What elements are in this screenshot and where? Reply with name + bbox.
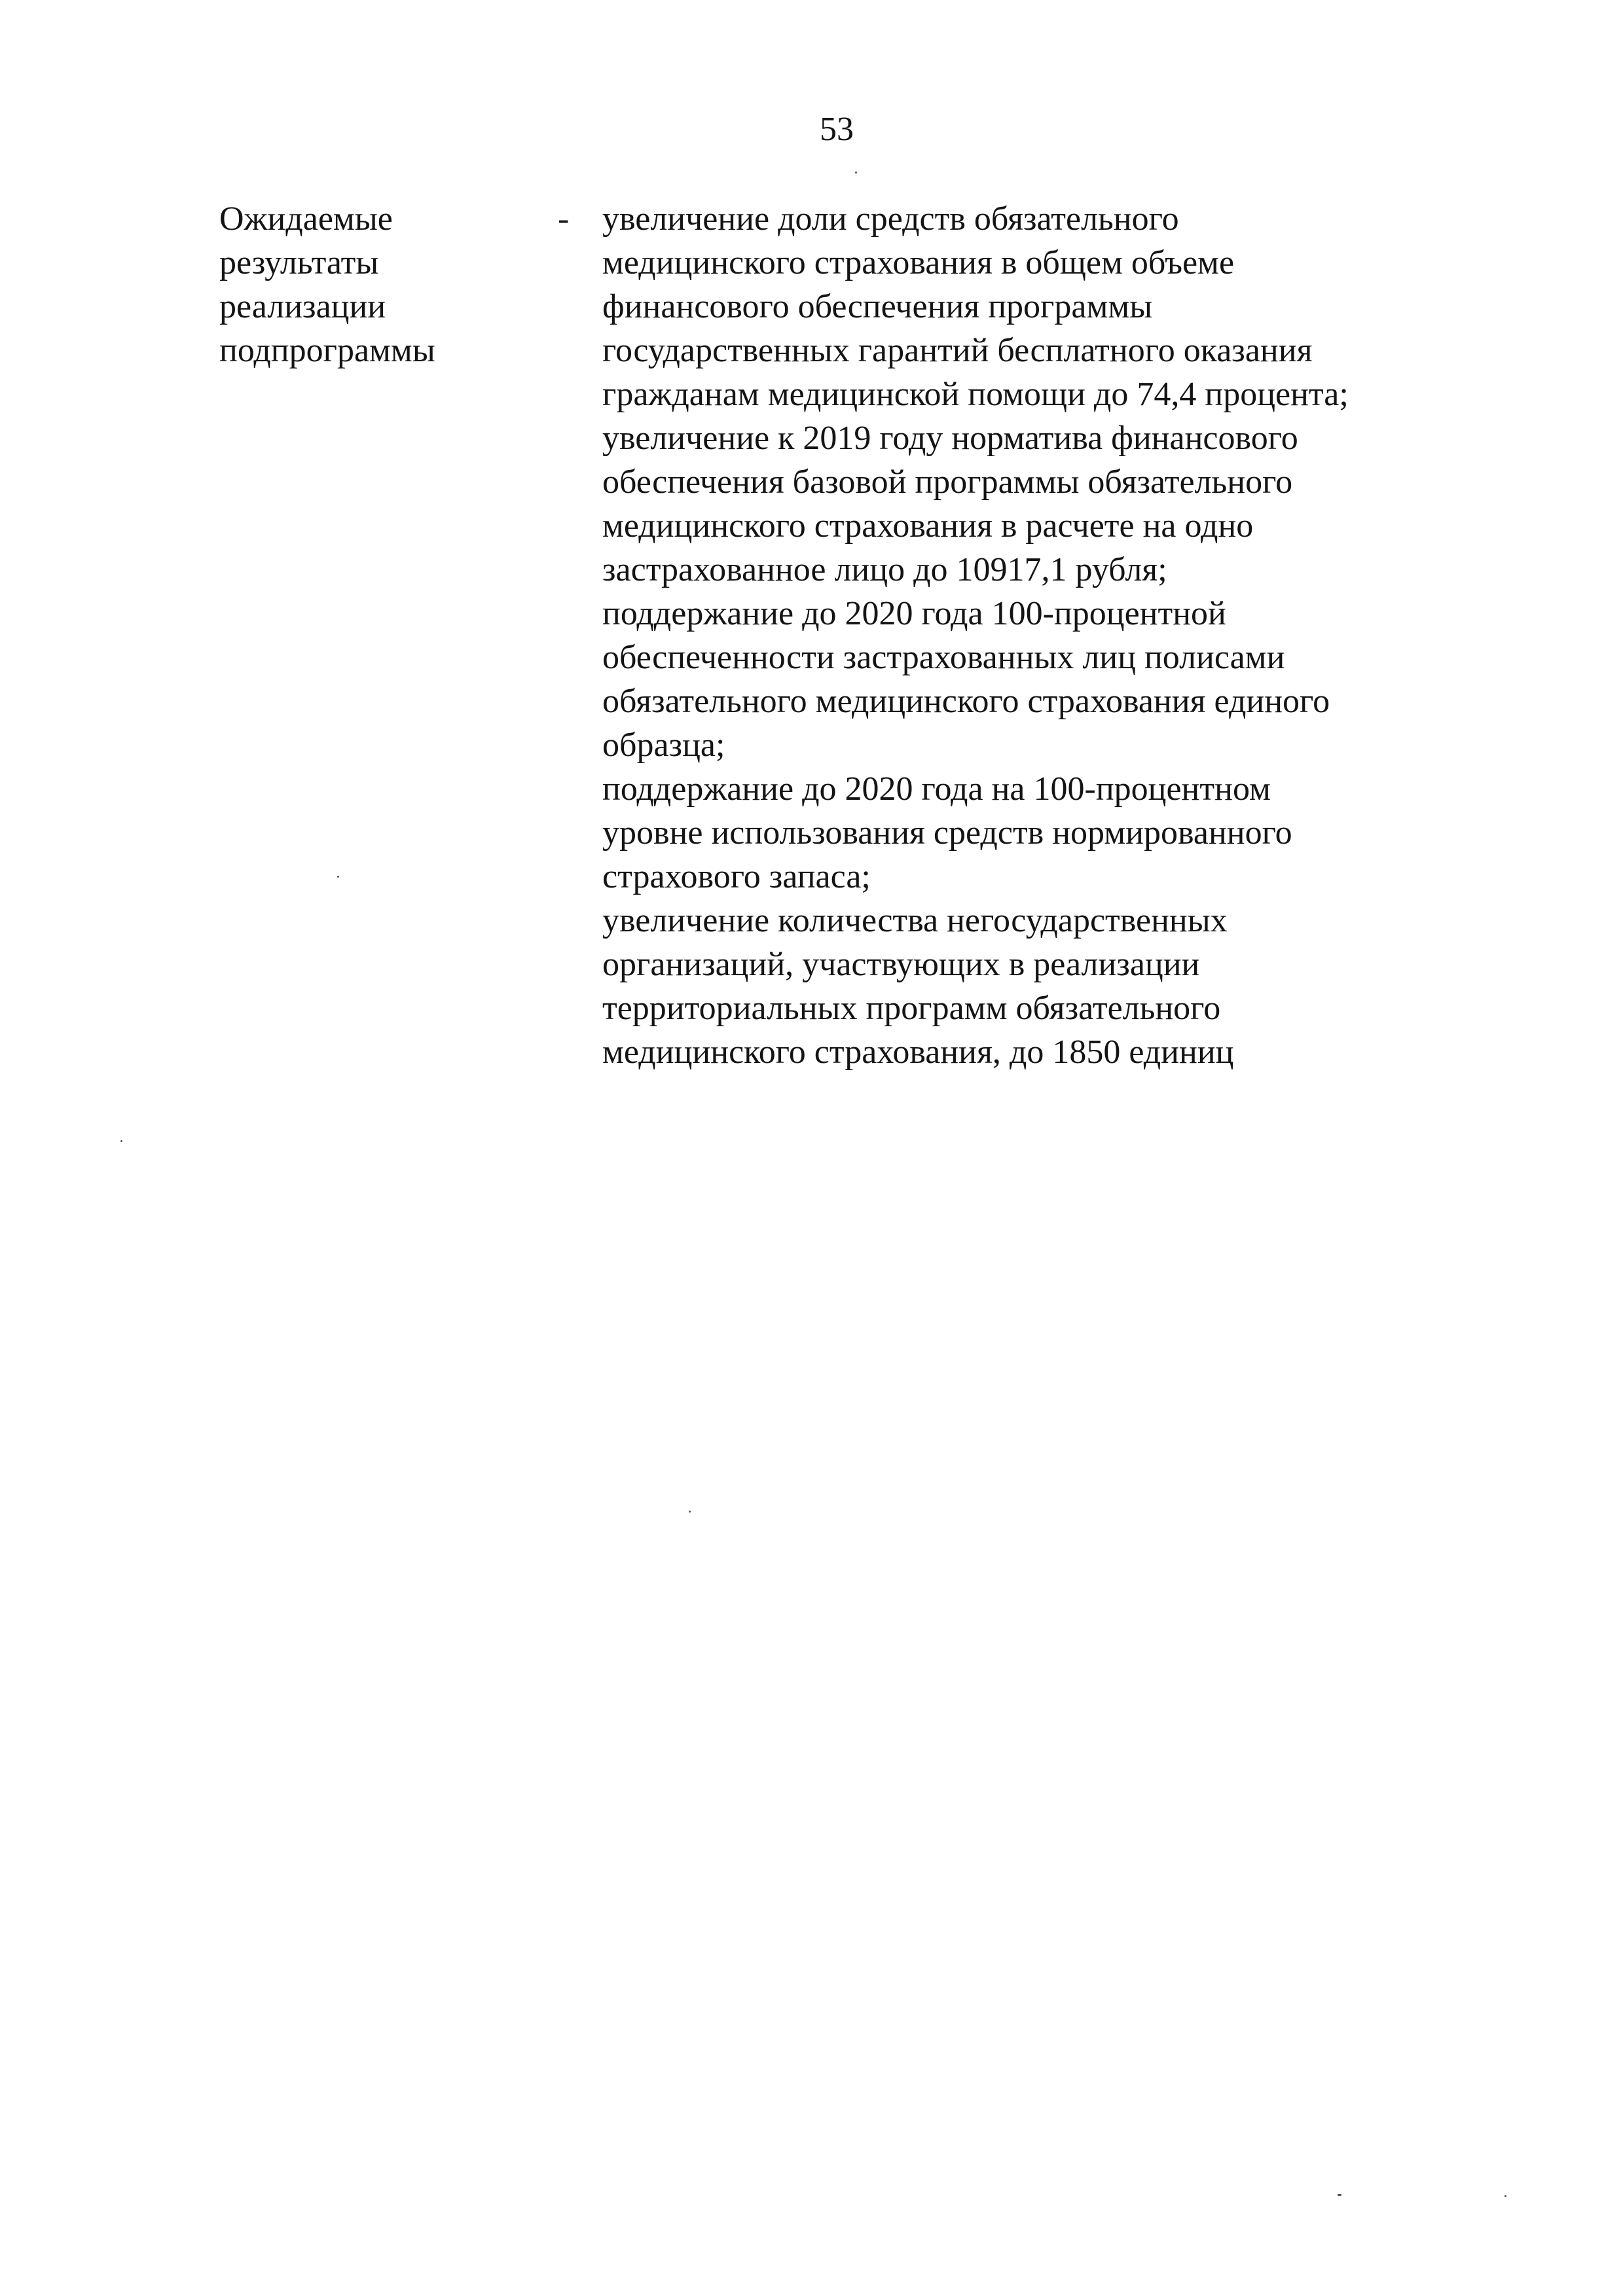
scan-speck (1338, 2194, 1341, 2196)
scan-speck (337, 876, 339, 878)
text-line: медицинского страхования в расчете на одно (602, 507, 1254, 545)
row-label-line: Ожидаемые (219, 200, 393, 238)
text-line: обязательного медицинского страхования единого (602, 683, 1330, 720)
scan-speck (689, 1511, 691, 1513)
text-line: обеспечения базовой программы обязательного (602, 463, 1293, 501)
text-line: гражданам медицинской помощи до 74,4 процента; (602, 376, 1349, 413)
text-line: страхового запаса; (602, 858, 871, 895)
text-line: медицинского страхования, до 1850 единиц (602, 1033, 1234, 1071)
separator-dash: - (558, 200, 570, 238)
text-line: образца; (602, 726, 725, 764)
text-line: финансового обеспечения программы (602, 288, 1153, 325)
row-label-line: реализации (219, 288, 386, 325)
expected-results-text (602, 197, 1584, 1074)
text-line: увеличение количества негосударственных (602, 902, 1228, 939)
text-line: увеличение доли средств обязательного (602, 200, 1179, 238)
text-line: медицинского страхования в общем объеме (602, 244, 1235, 281)
row-label-line: подпрограммы (219, 332, 435, 369)
text-line: территориальных программ обязательного (602, 990, 1221, 1027)
scan-speck (855, 171, 857, 173)
page-number: 53 (820, 111, 854, 148)
text-line: поддержание до 2020 года на 100-процентном (602, 770, 1271, 808)
text-line: поддержание до 2020 года 100-процентной (602, 595, 1226, 632)
row-label-line: результаты (219, 244, 379, 281)
row-label (219, 197, 547, 372)
text-line: организаций, участвующих в реализации (602, 946, 1200, 983)
text-line: увеличение к 2019 году норматива финансового (602, 420, 1298, 457)
scan-speck (120, 1140, 122, 1142)
text-line: уровне использования средств нормированного (602, 814, 1292, 852)
text-line: государственных гарантий бесплатного оказания (602, 332, 1313, 369)
scan-speck (1504, 2195, 1506, 2197)
text-line: застрахованное лицо до 10917,1 рубля; (602, 551, 1167, 588)
text-line: обеспеченности застрахованных лиц полисами (602, 639, 1285, 676)
